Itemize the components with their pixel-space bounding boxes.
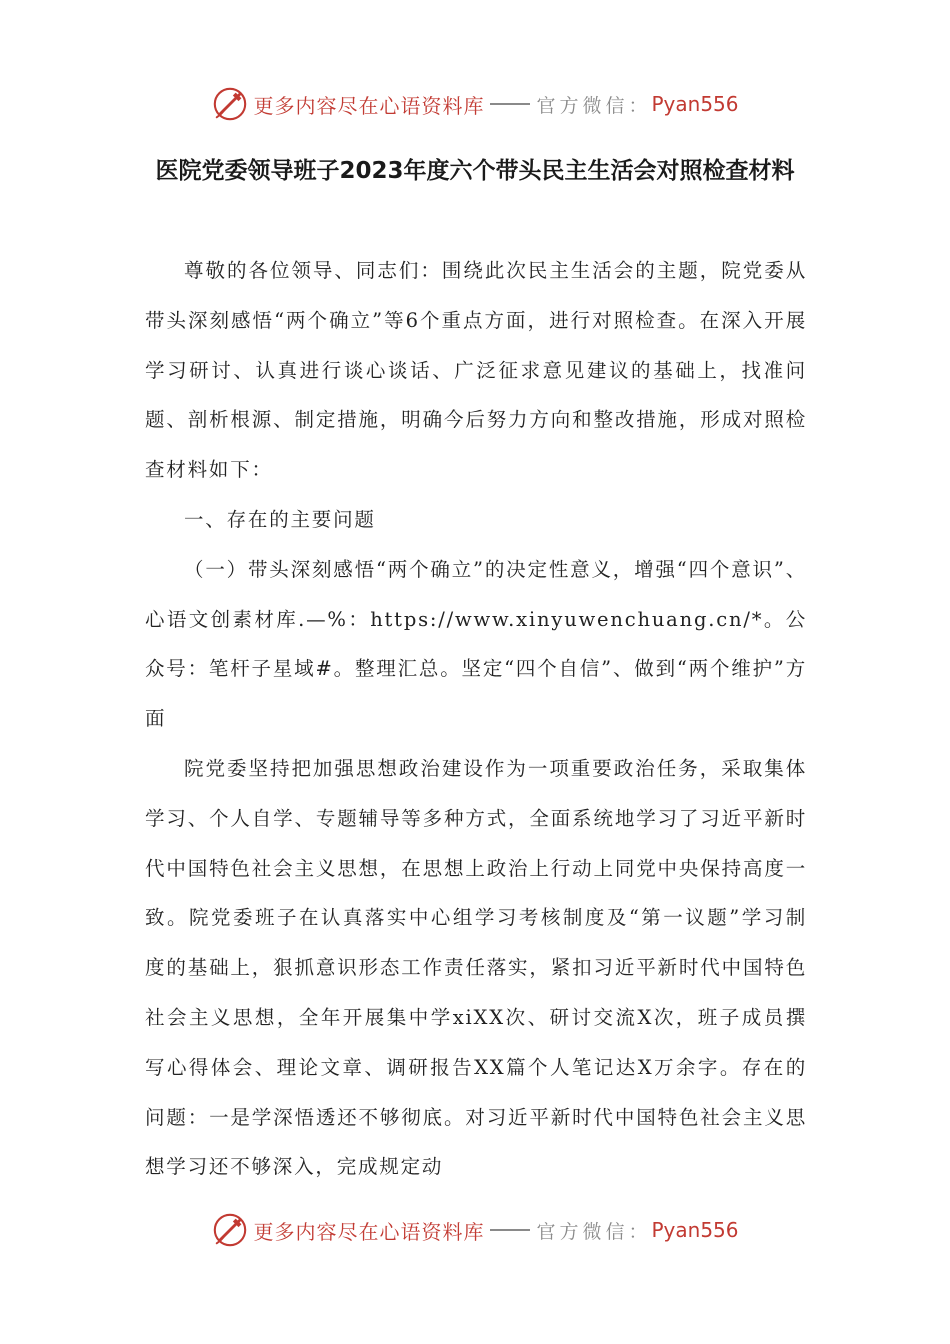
paragraph-section-heading: 一、存在的主要问题 [184,507,376,531]
pen-logo-icon [211,1211,249,1249]
banner-official-label: 官方微信： [536,94,652,117]
document-body [145,246,807,1192]
banner-brand-text: 更多内容尽在心语资料库 [253,1219,485,1244]
document-title: 医院党委领导班子2023年度六个带头民主生活会对照检查材料 [155,158,795,184]
banner-official-label: 官方微信： [536,1220,652,1243]
banner-dash [490,1229,530,1231]
banner-brand-text: 更多内容尽在心语资料库 [253,93,485,118]
banner-dash [490,103,530,105]
paragraph-body: 院党委坚持把加强思想政治建设作为一项重要政治任务，采取集体学习、个人自学、专题辅导等多种方式，全面系统地学习了习近平新时代中国特色社会主义思想，在思想上政治上行动上同党中央保持高度一致。院党委班子在认真落实中心组学习考核制度及“第一议题”学习制度的基础上，狠抓意识形态工作责任落实，紧扣习近平新时代中国特色社会主义思想，全年开展集中学xiXX次、研讨交流X次，班子成员撰写心得体会、理论文章、调研报告XX篇个人笔记达X万余字。存在的问题：一是学深悟透还不够彻底。对习近平新时代中国特色社会主义思想学习还不够深入，完成规定动 [145,756,807,1179]
paragraph-subheading: （一）带头深刻感悟“两个确立”的决定性意义，增强“四个意识”、心语文创素材库.—%：https://www.xinyuwenchuang.cn/*。公众号：笔杆子星域#。整理汇总。坚定“四个自信”、做到“两个维护”方面 [145,557,807,731]
pen-logo-icon [211,85,249,123]
footer-banner [0,1208,950,1252]
banner-wechat-id: Pyan556 [651,92,739,116]
paragraph-intro: 尊敬的各位领导、同志们：围绕此次民主生活会的主题，院党委从带头深刻感悟“两个确立”等6个重点方面，进行对照检查。在深入开展学习研讨、认真进行谈心谈话、广泛征求意见建议的基础上，找准问题、剖析根源、制定措施，明确今后努力方向和整改措施，形成对照检查材料如下： [145,259,807,482]
banner-wechat-id: Pyan556 [651,1218,739,1242]
header-banner [0,82,950,126]
